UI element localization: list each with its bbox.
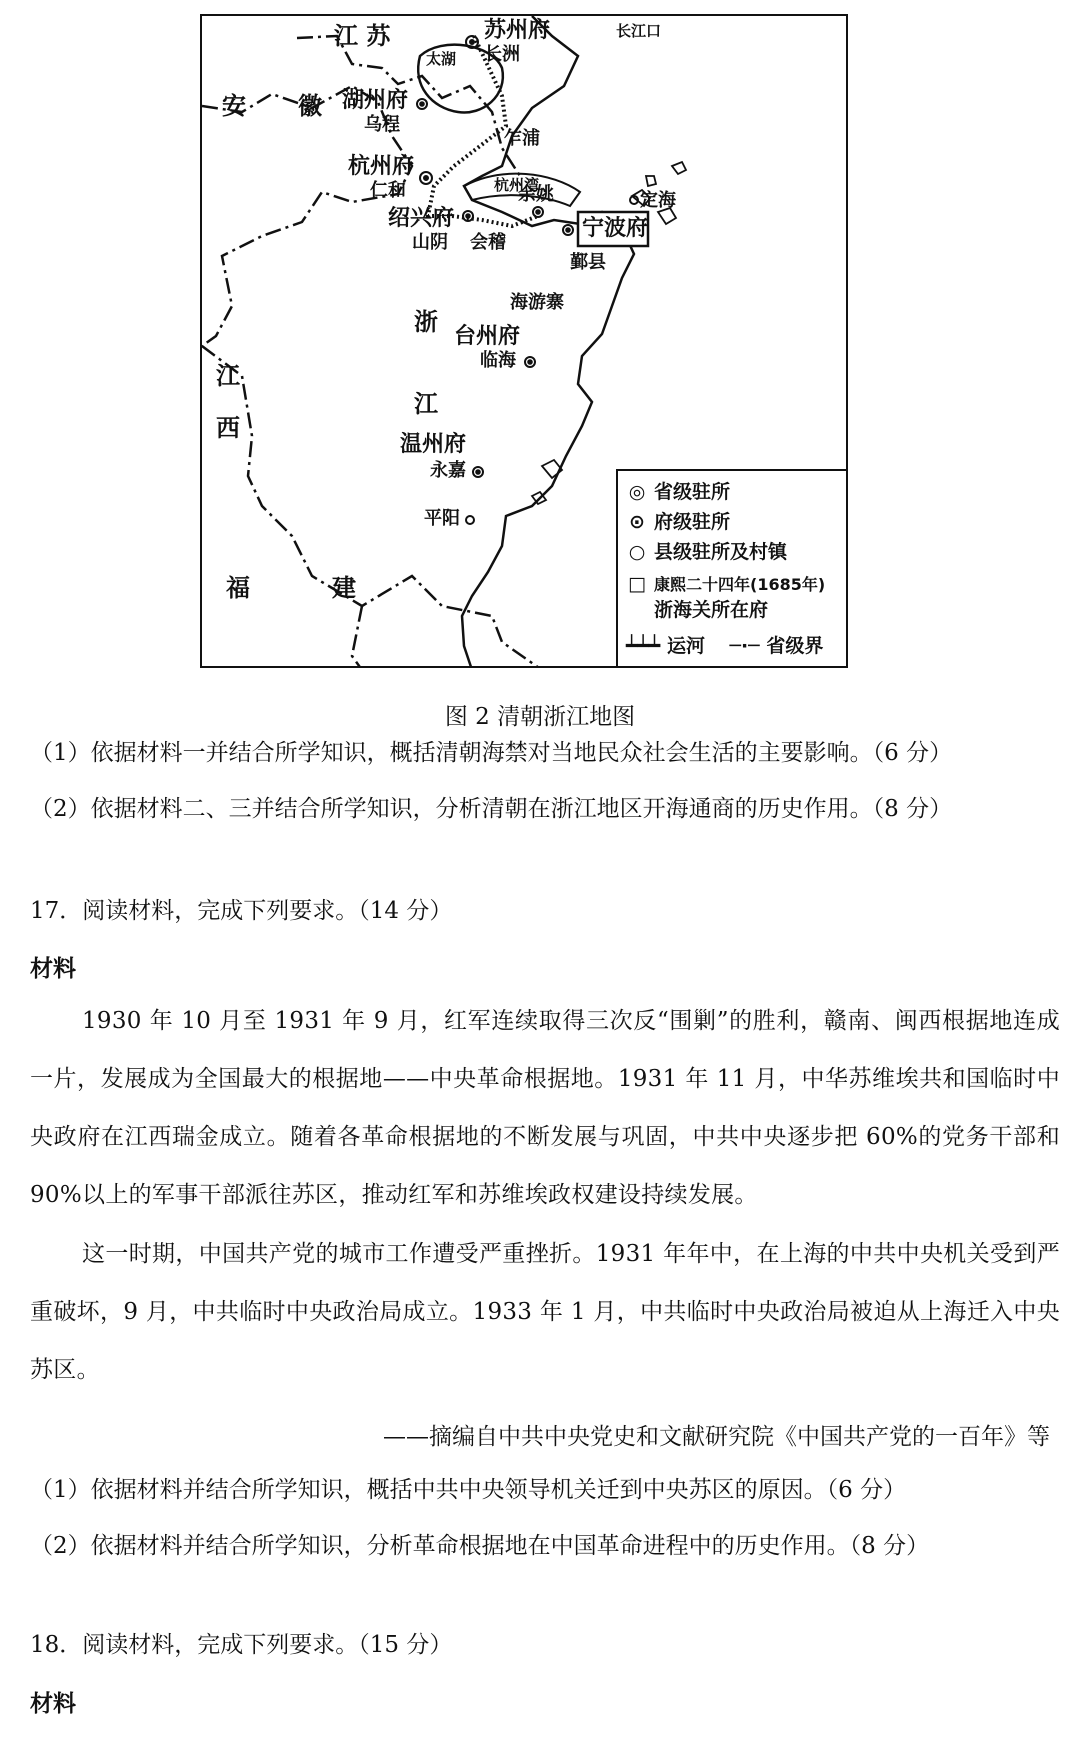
label-shaoxing-fu: 绍兴府 xyxy=(388,206,455,231)
label-huzhou-fu: 湖州府 xyxy=(342,88,409,113)
marker-pingyang xyxy=(466,516,474,524)
canal-line-icon: ┷┷┷ xyxy=(626,635,661,657)
label-yinxian: 鄞县 xyxy=(570,252,606,273)
q17-sub1: （1）依据材料并结合所学知识，概括中共中央领导机关迁到中央苏区的原因。（6 分） xyxy=(30,1477,907,1503)
legend-provincial: ◎ 省级驻所 xyxy=(626,483,730,502)
legend-county: ○ 县级驻所及村镇 xyxy=(626,543,787,562)
label-jiang: 江 xyxy=(414,390,438,418)
border-line-icon: ─·─ xyxy=(729,635,760,657)
q16-sub1: （1）依据材料一并结合所学知识，概括清朝海禁对当地民众社会生活的主要影响。（6 分） xyxy=(30,740,953,766)
small-circle-icon: ○ xyxy=(628,541,646,563)
map-caption: 图 2 清朝浙江地图 xyxy=(444,704,636,730)
map-legend xyxy=(616,469,848,668)
label-wucheng: 乌程 xyxy=(364,114,400,135)
q16-sub2: （2）依据材料二、三并结合所学知识，分析清朝在浙江地区开海通商的历史作用。（8 分） xyxy=(30,796,953,822)
legend-customs: □ 康熙二十四年(1685年) xyxy=(626,575,825,594)
legend-prefecture: ⊙ 府级驻所 xyxy=(626,513,730,532)
label-anhui-1: 安 xyxy=(222,92,246,120)
q17-material-label: 材料 xyxy=(30,955,76,982)
label-suzhou-fu: 苏州府 xyxy=(484,18,551,43)
label-taihu: 太湖 xyxy=(426,50,457,68)
label-jiangsu: 江 苏 xyxy=(334,22,391,50)
label-changjiangkou: 长江口 xyxy=(616,22,662,40)
label-ningbo-fu: 宁波府 xyxy=(582,216,649,241)
label-dinghai: 定海 xyxy=(640,190,676,211)
q17-sub2: （2）依据材料并结合所学知识，分析革命根据地在中国革命进程中的历史作用。（8 分） xyxy=(30,1533,930,1559)
q17-title: 17．阅读材料，完成下列要求。（14 分） xyxy=(30,898,453,924)
label-wenzhou-fu: 温州府 xyxy=(400,432,467,457)
label-fujian-1: 福 xyxy=(226,574,250,602)
dot-circle-icon: ⊙ xyxy=(629,511,645,533)
label-jiangxi-1: 江 xyxy=(216,362,240,390)
qing-zhejiang-map xyxy=(200,14,848,668)
border-fujian xyxy=(352,606,362,668)
label-renhe: 仁和 xyxy=(370,180,406,201)
wenzhou-islands xyxy=(532,460,562,504)
square-icon: □ xyxy=(628,573,646,595)
label-pingyang: 平阳 xyxy=(424,508,460,529)
label-jiangxi-2: 西 xyxy=(216,414,240,442)
label-fujian-2: 建 xyxy=(332,574,356,602)
label-hangzhou-fu: 杭州府 xyxy=(348,154,415,179)
label-haiyouzhai: 海游寨 xyxy=(510,292,564,313)
label-yongjia: 永嘉 xyxy=(430,460,466,481)
label-changzhou: 长洲 xyxy=(484,44,520,65)
label-linhai: 临海 xyxy=(480,350,516,371)
label-shanyin: 山阴 xyxy=(412,232,448,253)
label-anhui-2: 徽 xyxy=(298,92,322,120)
label-zhe: 浙 xyxy=(414,308,438,336)
label-zhapu: 乍浦 xyxy=(504,128,540,149)
q17-para1: 1930 年 10 月至 1931 年 9 月，红军连续取得三次反“围剿”的胜利，赣南、闽西根据地连成一片，发展成为全国最大的根据地——中央革命根据地。1931 年 11 月，中华苏维埃共和国临时中央政府在江西瑞金成立。随着各革命根据地的不断发展与巩固，中共中央逐步把 60%的党务干部和 90%以上的军事干部派往苏区，推动红军和苏维埃政权建设持续发展。 xyxy=(30,1008,1060,1208)
q17-source: ——摘编自中共中央党史和文献研究院《中国共产党的一百年》等 xyxy=(383,1424,1050,1450)
legend-customs-line2: 浙海关所在府 xyxy=(654,599,769,621)
legend-canal-border: ┷┷┷ 运河 ─·─ 省级界 xyxy=(626,635,824,657)
label-kuaiji: 会稽 xyxy=(470,232,506,253)
q17-para2: 这一时期，中国共产党的城市工作遭受严重挫折。1931 年年中，在上海的中共中央机关受到严重破坏，9 月，中共临时中央政治局成立。1933 年 1 月，中共临时中央政治局被迫从上海迁入中央苏区。 xyxy=(30,1241,1060,1383)
label-taizhou-fu: 台州府 xyxy=(454,324,521,349)
double-circle-icon: ◎ xyxy=(628,481,646,503)
label-yuyao: 余姚 xyxy=(518,184,554,205)
q18-material-label: 材料 xyxy=(30,1690,76,1717)
border-jiangxi xyxy=(202,346,542,668)
q18-title: 18．阅读材料，完成下列要求。（15 分） xyxy=(30,1632,453,1658)
label-hangzhouwan: 杭州湾 xyxy=(494,176,540,194)
